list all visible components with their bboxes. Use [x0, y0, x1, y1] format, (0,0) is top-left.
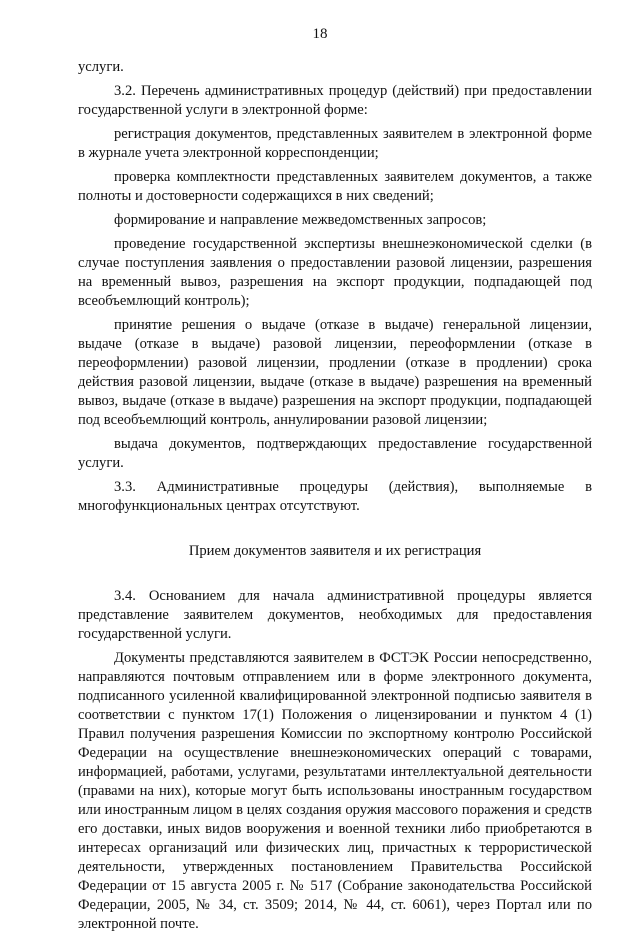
paragraph-3-3: 3.3. Административные процедуры (действия), выполняемые в многофункциональных центрах отсутствуют. [78, 479, 592, 514]
paragraph-continuation: услуги. [78, 59, 124, 75]
paragraph-documents-submission: Документы представляются заявителем в ФСТЭК России непосредственно, направляются почтовым отправлением или в форме электронного документа, подписанного усиленной квалифицированной электронной подписью заявителя в соответствии с пунктом 17(1) Положения о лицензировании и пунктом 4 (1) Правил получения разрешения Комиссии по экспортному контролю Российской Федерации на осуществление внешнеэкономических операций с товарами, информацией, работами, услугами, результатами интеллектуальной деятельности (правами на них), которые могут быть использованы иностранным государством или иностранным лицом в целях создания оружия массового поражения и средств его доставки, иных видов вооружения и военной техники либо приобретаются в интересах организаций или физических лиц, причастных к террористической деятельности, утвержденных постановлением Правительства Российской Федерации от 15 августа 2005 г. № 517 (Собрание законодательства Российской Федерации, 2005, № 34, ст. 3509; 2014, № 44, ст. 6061), через Портал или по электронной почте. [78, 650, 592, 932]
list-item-interagency-requests: формирование и направление межведомственных запросов; [114, 212, 487, 228]
list-item-state-expertise: проведение государственной экспертизы внешнеэкономической сделки (в случае поступления заявления о предоставлении разовой лицензии, разрешения на временный вывоз, разрешения на экспорт продукции, подпадающей под всеобъемлющий контроль); [78, 236, 592, 309]
paragraph-3-2: 3.2. Перечень административных процедур (действий) при предоставлении государственной услуги в электронной форме: [78, 83, 592, 118]
list-item-decision: принятие решения о выдаче (отказе в выдаче) генеральной лицензии, выдаче (отказе в выдаче) разовой лицензии, переоформлении (отказе в переоформлении) разовой лицензии, продлении (отказе в продлении) срока действия разовой лицензии, выдаче (отказе в выдаче) разрешения на временный вывоз, выдаче (отказе в выдаче) разрешения на экспорт продукции, подпадающей под всеобъемлющий контроль, аннулировании разовой лицензии; [78, 317, 592, 428]
list-item-completeness-check: проверка комплектности представленных заявителем документов, а также полноты и достоверности содержащихся в них сведений; [78, 169, 592, 204]
list-item-issuance: выдача документов, подтверждающих предоставление государственной услуги. [78, 436, 592, 471]
document-body [78, 58, 592, 934]
list-item-registration: регистрация документов, представленных заявителем в электронной форме в журнале учета электронной корреспонденции; [78, 126, 592, 161]
page-number: 18 [312, 26, 328, 42]
section-heading: Прием документов заявителя и их регистрация [188, 543, 482, 559]
paragraph-3-4: 3.4. Основанием для начала административной процедуры является представление заявителем документов, необходимых для предоставления государственной услуги. [78, 588, 592, 642]
